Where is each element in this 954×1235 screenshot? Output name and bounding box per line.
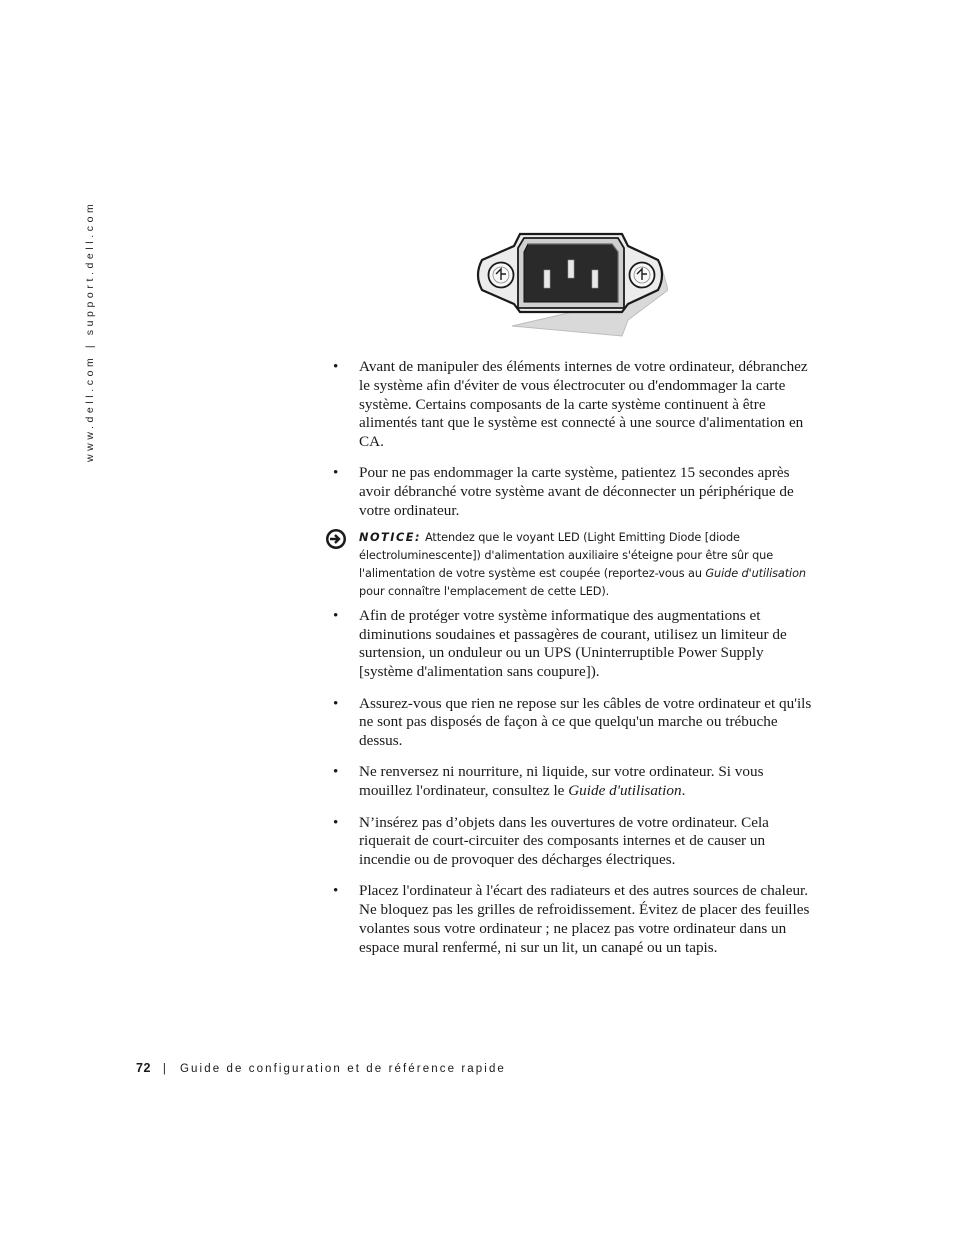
footer-title: Guide de configuration et de référence rapide	[180, 1063, 506, 1075]
list-item	[330, 464, 820, 520]
bullet-text: Pour ne pas endommager la carte système, patientez 15 secondes après avoir débranché votre système avant de déconnecter un périphérique de votre ordinateur.	[359, 464, 794, 520]
bullet-marker: •	[333, 694, 339, 712]
bullet-marker: •	[333, 358, 339, 375]
bullet-text-italic: Guide d'utilisation	[568, 782, 682, 800]
list-item	[330, 763, 820, 801]
side-url: www.dell.com | support.dell.com	[84, 200, 96, 462]
bullet-marker: •	[333, 882, 339, 900]
notice-text	[359, 529, 820, 601]
bullet-text: Assurez-vous que rien ne repose sur les câbles de votre ordinateur et qu'ils ne sont pas disposés de façon à ce que quelqu'un marche ou trébuche dessus.	[359, 694, 812, 750]
list-item	[330, 358, 820, 452]
bullet-text-before: Ne renversez ni nourriture, ni liquide, sur votre ordinateur. Si vous mouillez l'ordinateur, consultez le	[359, 763, 764, 800]
bullet-marker: •	[333, 813, 339, 831]
list-item	[330, 814, 820, 870]
bullet-marker: •	[333, 464, 339, 482]
notice-text-after: pour connaître l'emplacement de cette LED).	[359, 584, 610, 598]
bullet-marker: •	[333, 606, 339, 624]
bullet-text: Avant de manipuler des éléments internes de votre ordinateur, débranchez le système afin d'éviter de vous électrocuter ou d'endommager la carte système. Certains composants de la carte système continuent à être alimentés tant que le système est connecté à une source d'alimentation en CA.	[359, 358, 808, 451]
bullet-list	[330, 358, 820, 958]
notice-block	[325, 529, 820, 601]
page-footer	[136, 1061, 506, 1075]
list-item	[330, 882, 820, 957]
bullet-text: N’insérez pas d’objets dans les ouvertures de votre ordinateur. Cela riquerait de court-circuiter des composants internes et de causer un incendie ou de provoquer des décharges électriques.	[359, 813, 769, 869]
bullet-text	[359, 763, 820, 801]
footer-separator: |	[162, 1063, 168, 1075]
page-number: 72	[136, 1061, 151, 1075]
bullet-marker: •	[333, 763, 339, 781]
power-connector-illustration	[472, 230, 668, 338]
list-item	[330, 607, 820, 682]
notice-arrow-icon	[325, 528, 347, 550]
notice-label: NOTICE:	[359, 530, 421, 544]
bullet-text: Placez l'ordinateur à l'écart des radiateurs et des autres sources de chaleur. Ne bloquez pas les grilles de refroidissement. Évitez de placer des feuilles volantes sous votre ordinateur ; ne placez pas votre ordinateur dans un espace mural renfermé, ni sur un lit, un canapé ou un tapis.	[359, 882, 810, 956]
bullet-text-after: .	[681, 782, 686, 800]
notice-text-italic: Guide d'utilisation	[705, 566, 806, 580]
list-item	[330, 695, 820, 751]
notice-text-before: Attendez que le voyant LED (Light Emitting Diode [diode électroluminescente]) d'alimentation auxiliaire s'éteigne pour être sûr que l'alimentation de votre système est coupée (reportez-vous au	[359, 530, 774, 580]
bullet-text: Afin de protéger votre système informatique des augmentations et diminutions soudaines et passagères de courant, utilisez un limiteur de surtension, un onduleur ou un UPS (Uninterruptible Power Supply [système d'alimentation sans coupure]).	[359, 606, 787, 681]
